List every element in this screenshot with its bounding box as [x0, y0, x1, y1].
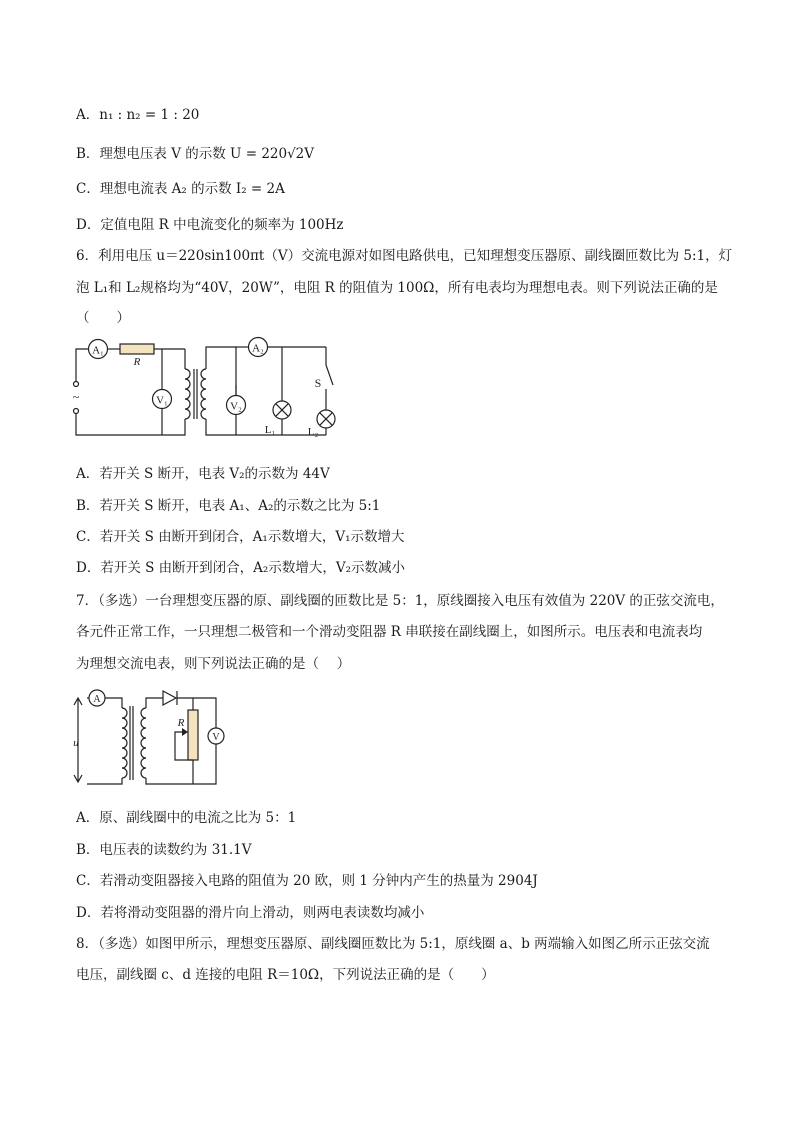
- q6-option-c: C．若开关 S 由断开到闭合，A₁示数增大，V₁示数增大: [76, 529, 405, 545]
- q6-circuit-diagram: [70, 335, 340, 447]
- q7-option-b: B．电压表的读数约为 31.1V: [76, 842, 252, 858]
- q8-stem-line2: 电压，副线圈 c、d 连接的电阻 R＝10Ω，下列说法正确的是（ ）: [76, 967, 495, 983]
- secondary-coil-icon: [141, 708, 146, 778]
- q6-option-b: B．若开关 S 断开，电表 A₁、A₂的示数之比为 5:1: [76, 498, 381, 514]
- label-v1: V₁: [156, 394, 168, 407]
- label-u: u: [73, 737, 79, 749]
- q6-stem-line3: （ ）: [76, 310, 130, 326]
- label-v: V: [212, 732, 220, 743]
- switch-s-icon: [326, 365, 333, 385]
- secondary-coil-icon: [201, 369, 206, 419]
- label-r: R: [133, 356, 141, 368]
- q6-stem-line1: 6．利用电压 u＝220sin100πt（V）交流电源对如图电路供电，已知理想变压器原、副线圈匝数比为 5:1，灯: [76, 248, 733, 264]
- label-a2: A₂: [252, 342, 264, 355]
- primary-coil-icon: [122, 708, 127, 778]
- q7-circuit-diagram: [68, 686, 238, 792]
- q6-option-d: D．若开关 S 由断开到闭合，A₂示数增大，V₂示数减小: [76, 560, 405, 576]
- label-a1: A₁: [92, 344, 104, 357]
- label-v2: V₂: [230, 400, 242, 413]
- label-r: R: [177, 717, 185, 729]
- terminal-top-icon: [74, 382, 79, 387]
- q5-option-a: A．n₁ : n₂ = 1 : 20: [76, 107, 200, 123]
- q5-option-c: C．理想电流表 A₂ 的示数 I₂ = 2A: [76, 181, 285, 197]
- q7-option-c: C．若滑动变阻器接入电路的阻值为 20 欧，则 1 分钟内产生的热量为 2904J: [76, 873, 538, 889]
- q7-option-a: A．原、副线圈中的电流之比为 5：1: [76, 810, 297, 826]
- q7-stem-line1: 7．（多选）一台理想变压器的原、副线圈的匝数比是 5：1，原线圈接入电压有效值为 220V 的正弦交流电，: [76, 593, 724, 609]
- q7-option-d: D．若将滑动变阻器的滑片向上滑动，则两电表读数均减小: [76, 905, 425, 921]
- label-a: A: [93, 694, 101, 705]
- label-source: ~: [72, 390, 80, 404]
- diode-icon: [163, 691, 176, 705]
- terminal-bottom-icon: [74, 409, 79, 414]
- label-l1: L₁: [264, 424, 276, 436]
- rheostat-r-icon: [188, 710, 198, 760]
- label-s: S: [314, 376, 322, 390]
- q5-option-d: D．定值电阻 R 中电流变化的频率为 100Hz: [76, 217, 344, 233]
- q6-option-a: A．若开关 S 断开，电表 V₂的示数为 44V: [76, 466, 330, 482]
- q7-stem-line3: 为理想交流电表，则下列说法正确的是（ ）: [76, 656, 351, 672]
- q6-stem-line2: 泡 L₁和 L₂规格均为“40V，20W”，电阻 R 的阻值为 100Ω，所有电表均为理想电表。则下列说法正确的是: [76, 280, 718, 296]
- q8-stem-line1: 8．（多选）如图甲所示，理想变压器原、副线圈匝数比为 5:1，原线圈 a、b 两端输入如图乙所示正弦交流: [76, 936, 710, 952]
- q5-option-b: B．理想电压表 V 的示数 U = 220√2V: [76, 146, 315, 162]
- label-l2: L₂: [307, 426, 319, 438]
- resistor-r-icon: [120, 344, 154, 354]
- primary-coil-icon: [185, 369, 190, 419]
- q7-stem-line2: 各元件正常工作，一只理想二极管和一个滑动变阻器 R 串联接在副线圈上，如图所示。电压表和电流表均: [76, 624, 703, 640]
- slider-arrow-icon: [182, 728, 188, 736]
